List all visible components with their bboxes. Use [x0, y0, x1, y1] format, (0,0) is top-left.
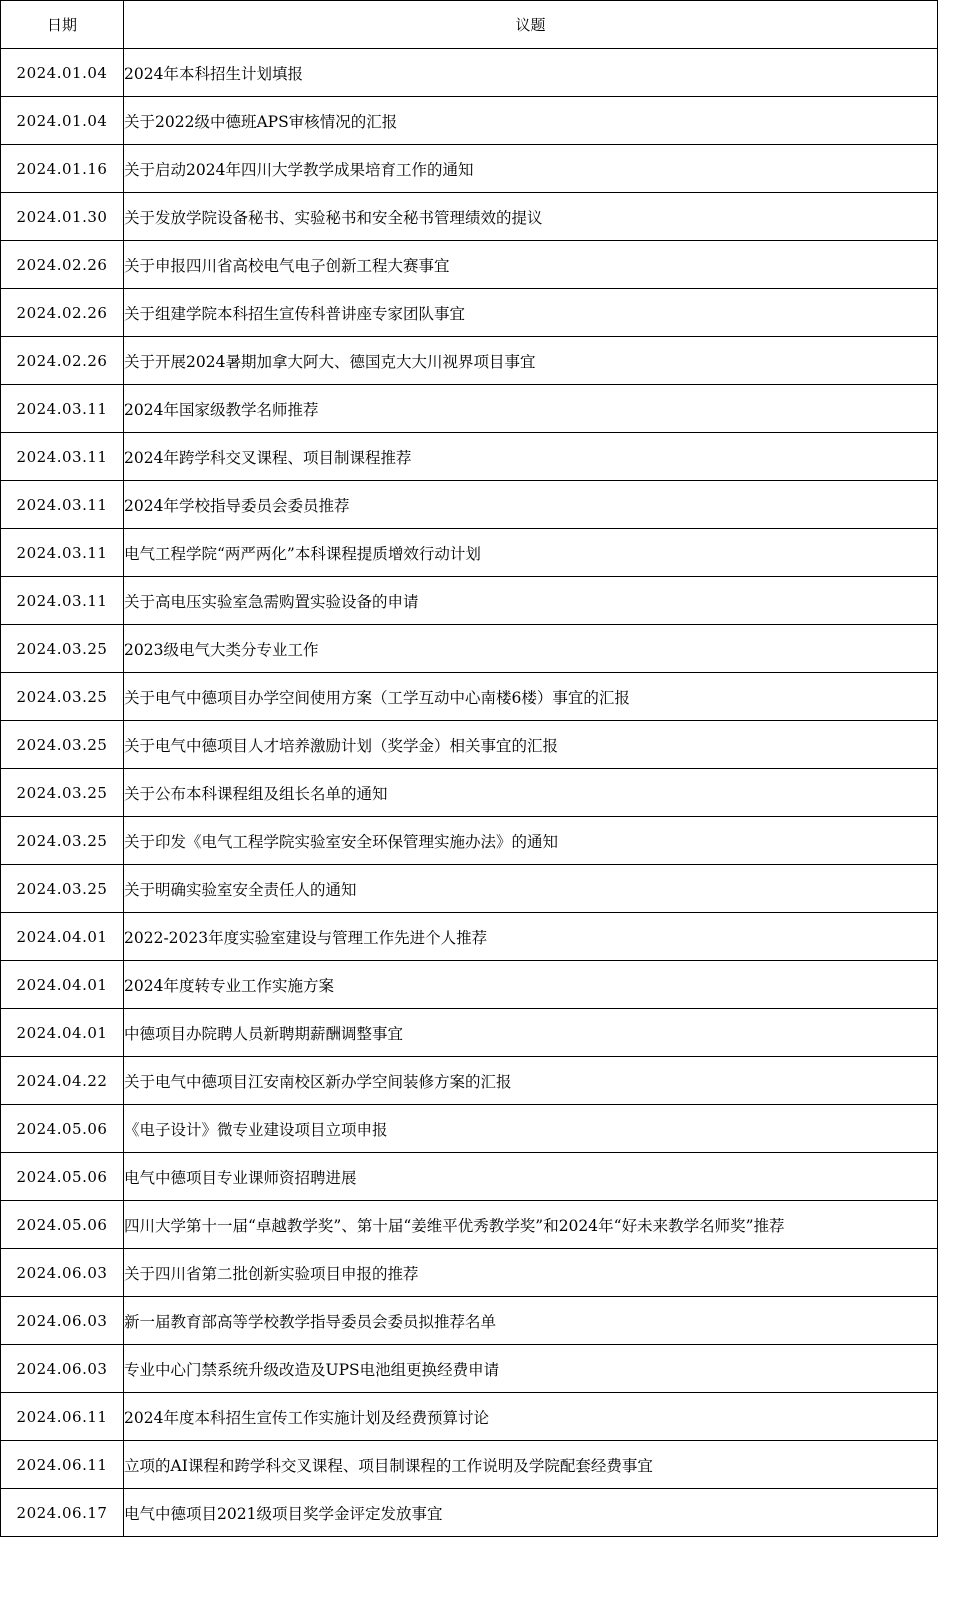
agenda-topic: 《电子设计》微专业建设项目立项申报	[124, 1105, 938, 1153]
table-row	[1, 769, 938, 817]
agenda-topic: 关于高电压实验室急需购置实验设备的申请	[124, 577, 938, 625]
meeting-date: 2024.06.11	[1, 1393, 124, 1441]
meeting-date: 2024.05.06	[1, 1153, 124, 1201]
agenda-topic: 电气工程学院“两严两化”本科课程提质增效行动计划	[124, 529, 938, 577]
agenda-topic: 关于电气中德项目江安南校区新办学空间装修方案的汇报	[124, 1057, 938, 1105]
table-row	[1, 673, 938, 721]
table-row	[1, 433, 938, 481]
meeting-date: 2024.06.17	[1, 1489, 124, 1537]
agenda-topic: 关于公布本科课程组及组长名单的通知	[124, 769, 938, 817]
meeting-date: 2024.05.06	[1, 1201, 124, 1249]
table-row	[1, 1345, 938, 1393]
agenda-topic: 关于明确实验室安全责任人的通知	[124, 865, 938, 913]
meeting-date: 2024.01.30	[1, 193, 124, 241]
table-row	[1, 1249, 938, 1297]
meeting-date: 2024.01.16	[1, 145, 124, 193]
agenda-topic: 关于申报四川省高校电气电子创新工程大赛事宜	[124, 241, 938, 289]
table-row	[1, 241, 938, 289]
meeting-date: 2024.03.25	[1, 721, 124, 769]
table-row	[1, 817, 938, 865]
agenda-topic: 电气中德项目专业课师资招聘进展	[124, 1153, 938, 1201]
table-row	[1, 289, 938, 337]
meeting-date: 2024.04.01	[1, 913, 124, 961]
agenda-topic: 关于电气中德项目人才培养激励计划（奖学金）相关事宜的汇报	[124, 721, 938, 769]
table-row	[1, 625, 938, 673]
table-row	[1, 961, 938, 1009]
meeting-date: 2024.03.11	[1, 385, 124, 433]
table-row	[1, 1441, 938, 1489]
agenda-topic: 2024年学校指导委员会委员推荐	[124, 481, 938, 529]
agenda-topic: 新一届教育部高等学校教学指导委员会委员拟推荐名单	[124, 1297, 938, 1345]
topic-column-header: 议题	[124, 1, 938, 49]
meeting-date: 2024.03.25	[1, 673, 124, 721]
table-row	[1, 337, 938, 385]
date-column-header: 日期	[1, 1, 124, 49]
meeting-date: 2024.06.03	[1, 1345, 124, 1393]
agenda-topic: 中德项目办院聘人员新聘期薪酬调整事宜	[124, 1009, 938, 1057]
meeting-date: 2024.05.06	[1, 1105, 124, 1153]
table-row	[1, 1393, 938, 1441]
table-row	[1, 97, 938, 145]
meeting-date: 2024.03.11	[1, 529, 124, 577]
meeting-date: 2024.03.11	[1, 577, 124, 625]
agenda-topic: 关于组建学院本科招生宣传科普讲座专家团队事宜	[124, 289, 938, 337]
agenda-topic: 关于四川省第二批创新实验项目申报的推荐	[124, 1249, 938, 1297]
table-row	[1, 529, 938, 577]
table-row	[1, 49, 938, 97]
agenda-topic: 关于开展2024暑期加拿大阿大、德国克大大川视界项目事宜	[124, 337, 938, 385]
table-row	[1, 1009, 938, 1057]
table-row	[1, 1105, 938, 1153]
agenda-body	[1, 49, 938, 1537]
meeting-date: 2024.03.11	[1, 481, 124, 529]
meeting-date: 2024.03.25	[1, 625, 124, 673]
meeting-date: 2024.02.26	[1, 241, 124, 289]
table-row	[1, 385, 938, 433]
agenda-topic: 四川大学第十一届“卓越教学奖”、第十届“姜维平优秀教学奖”和2024年“好未来教学名师奖”推荐	[124, 1201, 938, 1249]
agenda-topic: 关于发放学院设备秘书、实验秘书和安全秘书管理绩效的提议	[124, 193, 938, 241]
table-row	[1, 577, 938, 625]
agenda-topic: 立项的AI课程和跨学科交叉课程、项目制课程的工作说明及学院配套经费事宜	[124, 1441, 938, 1489]
table-row	[1, 1297, 938, 1345]
table-row	[1, 865, 938, 913]
agenda-topic: 2023级电气大类分专业工作	[124, 625, 938, 673]
meeting-date: 2024.06.03	[1, 1297, 124, 1345]
agenda-topic: 电气中德项目2021级项目奖学金评定发放事宜	[124, 1489, 938, 1537]
agenda-topic: 专业中心门禁系统升级改造及UPS电池组更换经费申请	[124, 1345, 938, 1393]
meeting-date: 2024.04.01	[1, 1009, 124, 1057]
meeting-date: 2024.03.25	[1, 769, 124, 817]
header-row	[1, 1, 938, 49]
agenda-topic: 2024年本科招生计划填报	[124, 49, 938, 97]
meeting-date: 2024.01.04	[1, 49, 124, 97]
table-row	[1, 721, 938, 769]
agenda-topic: 关于印发《电气工程学院实验室安全环保管理实施办法》的通知	[124, 817, 938, 865]
meeting-date: 2024.06.03	[1, 1249, 124, 1297]
meeting-date: 2024.04.22	[1, 1057, 124, 1105]
agenda-topic: 2022-2023年度实验室建设与管理工作先进个人推荐	[124, 913, 938, 961]
table-row	[1, 1057, 938, 1105]
meeting-date: 2024.03.25	[1, 865, 124, 913]
table-row	[1, 1153, 938, 1201]
agenda-topic: 关于启动2024年四川大学教学成果培育工作的通知	[124, 145, 938, 193]
table-row	[1, 1201, 938, 1249]
meeting-date: 2024.06.11	[1, 1441, 124, 1489]
table-row	[1, 1489, 938, 1537]
agenda-topic: 关于2022级中德班APS审核情况的汇报	[124, 97, 938, 145]
agenda-topic: 2024年跨学科交叉课程、项目制课程推荐	[124, 433, 938, 481]
meeting-date: 2024.02.26	[1, 289, 124, 337]
agenda-topic: 2024年度本科招生宣传工作实施计划及经费预算讨论	[124, 1393, 938, 1441]
agenda-topic: 2024年国家级教学名师推荐	[124, 385, 938, 433]
table-row	[1, 145, 938, 193]
agenda-topic: 2024年度转专业工作实施方案	[124, 961, 938, 1009]
agenda-topic: 关于电气中德项目办学空间使用方案（工学互动中心南楼6楼）事宜的汇报	[124, 673, 938, 721]
meeting-date: 2024.01.04	[1, 97, 124, 145]
table-row	[1, 481, 938, 529]
meeting-date: 2024.02.26	[1, 337, 124, 385]
table-row	[1, 913, 938, 961]
meeting-date: 2024.03.11	[1, 433, 124, 481]
table-row	[1, 193, 938, 241]
meeting-date: 2024.03.25	[1, 817, 124, 865]
meeting-date: 2024.04.01	[1, 961, 124, 1009]
